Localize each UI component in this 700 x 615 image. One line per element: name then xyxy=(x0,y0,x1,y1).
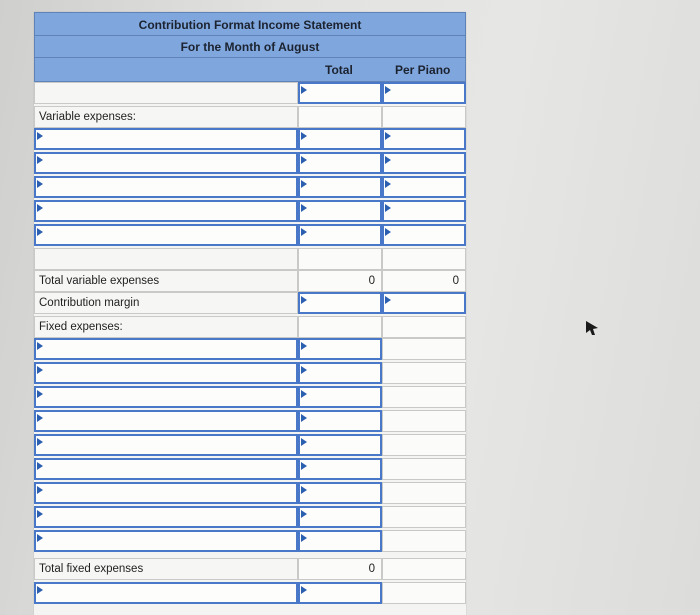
fixed-expense-name-input[interactable] xyxy=(34,482,298,504)
total-variable-expenses-label: Total variable expenses xyxy=(34,270,298,292)
fixed-expense-total-input[interactable] xyxy=(298,530,382,552)
empty-cell xyxy=(382,530,466,552)
fixed-expense-name-input[interactable] xyxy=(34,434,298,456)
total-variable-expenses-total: 0 xyxy=(298,270,382,292)
row-label xyxy=(34,82,298,104)
empty-cell xyxy=(298,106,382,128)
column-header-total: Total xyxy=(325,63,353,77)
column-header-per-piano: Per Piano xyxy=(395,63,451,77)
variable-expense-per-piano-input[interactable] xyxy=(382,224,466,246)
fixed-expense-total-input[interactable] xyxy=(298,362,382,384)
table-row xyxy=(34,530,466,552)
fixed-expense-total-input[interactable] xyxy=(298,410,382,432)
fixed-expense-total-input[interactable] xyxy=(298,338,382,360)
fixed-expenses-label: Fixed expenses: xyxy=(34,316,298,338)
table-row xyxy=(34,582,466,604)
empty-cell xyxy=(382,458,466,480)
table-row xyxy=(34,106,466,128)
variable-expense-name-input[interactable] xyxy=(34,200,298,222)
table-row xyxy=(34,362,466,384)
total-input[interactable] xyxy=(298,82,382,104)
empty-cell xyxy=(298,316,382,338)
table-row xyxy=(34,270,466,292)
empty-cell xyxy=(382,248,466,270)
column-header-row xyxy=(34,58,466,82)
table-row xyxy=(34,386,466,408)
table-row xyxy=(34,176,466,198)
table-row xyxy=(34,128,466,150)
empty-cell xyxy=(382,410,466,432)
table-row xyxy=(34,224,466,246)
statement-subtitle: For the Month of August xyxy=(34,36,466,58)
variable-expense-total-input[interactable] xyxy=(298,128,382,150)
variable-expense-total-input[interactable] xyxy=(298,200,382,222)
fixed-expense-total-input[interactable] xyxy=(298,386,382,408)
table-row xyxy=(34,316,466,338)
variable-expense-per-piano-input[interactable] xyxy=(382,200,466,222)
empty-cell xyxy=(382,362,466,384)
variable-expense-name-input[interactable] xyxy=(34,224,298,246)
table-row xyxy=(34,248,466,270)
table-row xyxy=(34,410,466,432)
fixed-expense-name-input[interactable] xyxy=(34,506,298,528)
fixed-expense-total-input[interactable] xyxy=(298,482,382,504)
row-name-input[interactable] xyxy=(34,582,298,604)
variable-expense-total-input[interactable] xyxy=(298,152,382,174)
variable-expense-name-input[interactable] xyxy=(34,128,298,150)
empty-cell xyxy=(382,434,466,456)
empty-cell xyxy=(382,106,466,128)
total-variable-expenses-per-piano: 0 xyxy=(382,270,466,292)
variable-expense-total-input[interactable] xyxy=(298,176,382,198)
statement-title: Contribution Format Income Statement xyxy=(34,12,466,36)
fixed-expense-name-input[interactable] xyxy=(34,386,298,408)
fixed-expense-total-input[interactable] xyxy=(298,506,382,528)
fixed-expense-name-input[interactable] xyxy=(34,338,298,360)
table-row xyxy=(34,506,466,528)
variable-expense-per-piano-input[interactable] xyxy=(382,128,466,150)
row-label xyxy=(34,248,298,270)
income-statement-worksheet xyxy=(34,12,466,615)
fixed-expense-name-input[interactable] xyxy=(34,458,298,480)
table-row xyxy=(34,292,466,314)
variable-expense-total-input[interactable] xyxy=(298,224,382,246)
fixed-expense-total-input[interactable] xyxy=(298,434,382,456)
total-fixed-expenses-total: 0 xyxy=(298,558,382,580)
empty-cell xyxy=(382,316,466,338)
variable-expenses-label: Variable expenses: xyxy=(34,106,298,128)
empty-cell xyxy=(382,582,466,604)
fixed-expense-total-input[interactable] xyxy=(298,458,382,480)
total-fixed-expenses-label: Total fixed expenses xyxy=(34,558,298,580)
table-row xyxy=(34,82,466,104)
variable-expense-name-input[interactable] xyxy=(34,176,298,198)
empty-cell xyxy=(382,338,466,360)
contribution-margin-label: Contribution margin xyxy=(34,292,298,314)
empty-cell xyxy=(382,386,466,408)
empty-cell xyxy=(298,248,382,270)
contribution-margin-per-piano-input[interactable] xyxy=(382,292,466,314)
table-row xyxy=(34,458,466,480)
variable-expense-per-piano-input[interactable] xyxy=(382,152,466,174)
empty-cell xyxy=(382,506,466,528)
empty-cell xyxy=(382,558,466,580)
table-row xyxy=(34,152,466,174)
empty-cell xyxy=(382,482,466,504)
fixed-expense-name-input[interactable] xyxy=(34,362,298,384)
variable-expense-name-input[interactable] xyxy=(34,152,298,174)
contribution-margin-total-input[interactable] xyxy=(298,292,382,314)
fixed-expense-name-input[interactable] xyxy=(34,530,298,552)
table-row xyxy=(34,434,466,456)
table-row xyxy=(34,558,466,580)
table-row xyxy=(34,338,466,360)
table-row xyxy=(34,482,466,504)
variable-expense-per-piano-input[interactable] xyxy=(382,176,466,198)
per-piano-input[interactable] xyxy=(382,82,466,104)
table-row xyxy=(34,200,466,222)
total-input[interactable] xyxy=(298,582,382,604)
fixed-expense-name-input[interactable] xyxy=(34,410,298,432)
